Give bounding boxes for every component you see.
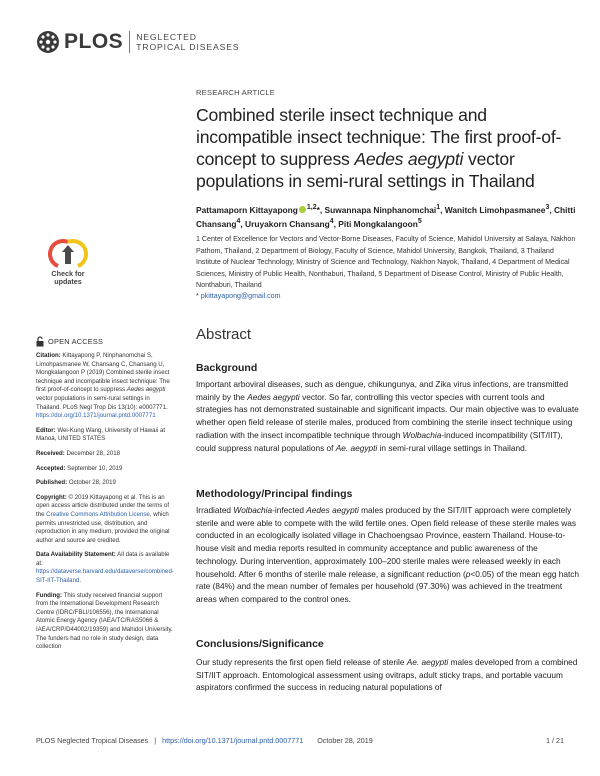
background-text2: vector. So far, controlling this vector species with current tools and strategies has not demonstrated sustainable and significant impacts. Our main objective was to evaluate whether open field release of sterile males, produced from combining the sterile insect technique using radiation with the insect incompatible technique through — [196, 391, 579, 440]
methods-italic2: Aedes aegypti — [306, 505, 359, 515]
citation-text: Kittayapong P, Ninphanomchai S, Limohpasmanee W, Chansang C, Chansang U, Mongkalangoon P (2019) Combined sterile insect technique and incompatible insect technique: The first proof-of-concept to suppress — [36, 352, 170, 394]
data-availability-label: Data Availability Statement: — [36, 551, 116, 559]
citation-text2: vector populations in semi-rural settings in Thailand. PLoS Negl Trop Dis 13(10): e0007771. — [36, 394, 168, 411]
affil-ref: 3 — [545, 204, 550, 211]
title-part1: Combined sterile insect technique and incompatible insect technique: The first proof-of-concept to suppress — [196, 105, 562, 169]
abstract-heading: Abstract — [196, 326, 252, 343]
footer-separator: | — [154, 736, 157, 745]
citation-block — [36, 352, 176, 421]
check-for-updates-badge[interactable] — [40, 236, 96, 292]
methods-text3: males produced by the SIT/IIT approach were completely sterile and were able to compete with the wild fertile ones. Open field release of these sterile males was conducted in an ecologically isolated village in Chachoengsao Province, eastern Thailand. House-to-house visit and media reports resulted in community acceptance and public awareness of the technology. During intervention, approximately 100–200 sterile males were released weekly in each household. After 6 months of sterile male release, a significant reduction ( — [196, 505, 577, 579]
footer-date: October 28, 2019 — [317, 736, 373, 745]
copyright-text: © 2019 Kittayapong et al. This is an open access article distributed under the terms of the — [36, 493, 170, 518]
author-list — [196, 202, 576, 231]
received-block — [36, 450, 176, 459]
page-footer — [36, 736, 564, 745]
journal-name — [136, 32, 239, 52]
conclusions-italic1: Ae. aegypti — [406, 657, 449, 667]
data-availability-text: All data is available at: — [36, 551, 170, 567]
methods-text2: -infected — [272, 505, 307, 515]
check-updates-line2: updates — [54, 277, 82, 286]
open-access-badge — [36, 336, 103, 347]
license-link[interactable]: Creative Commons Attribution License — [46, 510, 150, 518]
published-label: Published: — [36, 479, 68, 487]
background-italic2: Wolbachia — [402, 429, 442, 440]
background-text1: Important arboviral diseases, such as dengue, chikungunya, and Zika virus infections, are transmitted mainly by the — [196, 379, 569, 402]
email-marker: * — [196, 292, 199, 300]
author-limohpasmanee[interactable]: , Wanitch Limohpasmanee — [440, 204, 546, 215]
background-italic1: Aedes aegypti — [247, 391, 300, 402]
email-link[interactable]: pkittayapong@gmail.com — [200, 292, 281, 300]
author-kittayapong[interactable]: Pattamaporn Kittayapong — [196, 204, 298, 215]
orcid-icon[interactable] — [299, 206, 306, 213]
funding-text: This study received financial support from the International Development Research Centre (IDRC/FBLI/106556), the International Atomic Energy Agency (IAEA/TC/RAS5066 & IAEA/CRP/D44002/19359) and Mahidol University. The funders had no role in study design, data collection — [36, 591, 173, 651]
logo-divider — [129, 31, 130, 53]
data-availability-text2: . — [79, 577, 82, 585]
author-mongkalangoon[interactable]: , Piti Mongkalangoon — [333, 219, 418, 230]
footer-doi-link[interactable]: https://doi.org/10.1371/journal.pntd.0007771 — [162, 736, 304, 745]
published-date: October 28, 2019 — [67, 479, 116, 487]
editor-label: Editor: — [36, 426, 56, 434]
affil-ref: 4 — [329, 218, 334, 226]
copyright-label: Copyright: — [36, 493, 67, 501]
journal-name-line2: TROPICAL DISEASES — [136, 42, 240, 52]
affil-ref: 5 — [417, 218, 422, 226]
citation-doi-link[interactable]: https://doi.org/10.1371/journal.pntd.0007771 — [36, 412, 156, 420]
dataverse-link[interactable]: https://dataverse.harvard.edu/dataverse/combined-SIT-IIT-Thailand — [36, 568, 174, 585]
accepted-label: Accepted: — [36, 464, 66, 472]
article-metadata-sidebar — [36, 352, 176, 658]
background-text3: -induced incompatibility (SIT/IIT), could suppress natural populations of — [196, 429, 563, 453]
check-updates-text — [40, 270, 96, 286]
conclusions-heading: Conclusions/Significance — [196, 638, 324, 650]
affiliations: 1 Center of Excellence for Vectors and Vector-Borne Diseases, Faculty of Science, Mahidol University at Salaya, Nakhon Pathom, Thailand, 2 Department of Biology, Faculty of Science, Mahidol University, Bangkok, Thailand, 3 Thailand Institute of Nuclear Technology, Ministry of Science and Technology, Nakhon Nayok, Thailand, 4 Department of Medical Sciences, Ministry of Public Health, Nonthaburi, Thailand, 5 Department of Disease Control, Ministry of Public Health, Nonthaburi, Thailand — [196, 235, 576, 290]
open-access-label: OPEN ACCESS — [48, 337, 104, 346]
affil-ref: 1 — [436, 204, 441, 211]
footer-journal-name: PLOS Neglected Tropical Diseases — [36, 736, 149, 745]
accepted-block — [36, 465, 176, 474]
accepted-date: September 10, 2019 — [65, 464, 123, 472]
methods-text4: <0.05) of the mean egg hatch rate (84%) and the mean number of females per household (97.30%) was achieved in the treatment areas when compared to the control ones. — [196, 568, 580, 604]
copyright-text2: , which permits unrestricted use, distribution, and reproduction in any medium, provided the original author and source are credited. — [36, 510, 170, 544]
author-chitti-chansang[interactable]: , Chitti Chansang — [196, 204, 576, 230]
methods-text1: Irradiated — [196, 505, 234, 515]
affil-ref: 4 — [236, 218, 241, 226]
check-updates-icon — [40, 236, 96, 270]
published-block — [36, 479, 176, 488]
journal-name-line1: NEGLECTED — [136, 32, 197, 42]
open-lock-icon — [36, 336, 44, 347]
plos-logo-word: PLOS — [64, 30, 124, 53]
article-title — [196, 104, 576, 192]
check-updates-line1: Check for — [51, 269, 85, 278]
background-italic3: Ae. aegypti — [335, 442, 378, 453]
copyright-block — [36, 494, 176, 546]
citation-italic: Aedes aegypti — [126, 386, 166, 394]
title-part2: vector populations in semi-rural settings in Thailand — [196, 149, 535, 191]
background-heading: Background — [196, 362, 258, 374]
methods-heading: Methodology/Principal findings — [196, 488, 353, 500]
received-date: December 28, 2018 — [64, 449, 121, 457]
journal-header — [36, 22, 240, 62]
corresponding-email — [196, 292, 281, 300]
plos-logo-icon — [36, 30, 60, 54]
data-availability-block — [36, 551, 176, 585]
methods-italic1: Wolbachia — [233, 505, 273, 515]
background-paragraph — [196, 378, 580, 454]
funding-label: Funding: — [36, 591, 63, 599]
background-text4: in semi-rural village settings in Thailand. — [377, 442, 528, 453]
conclusions-text2: males developed from a combined SIT/IIT approach. Entomological assessment using ovitraps, adult sticky traps, and portable vacuum aspirators confirmed the success in reducing natural populations of — [196, 657, 578, 693]
title-italic: Aedes aegypti — [354, 149, 464, 169]
affil-ref: 1,2 — [306, 204, 317, 211]
editor-block — [36, 427, 176, 444]
received-label: Received: — [36, 449, 65, 457]
methods-italic3: p — [465, 568, 471, 579]
article-type: RESEARCH ARTICLE — [196, 88, 276, 97]
funding-block — [36, 592, 176, 652]
conclusions-text1: Our study represents the first open field release of sterile — [196, 657, 407, 667]
footer-page-number: 1 / 21 — [546, 736, 564, 745]
author-ninphanomchai[interactable]: *, Suwannapa Ninphanomchai — [316, 204, 437, 215]
methods-paragraph — [196, 504, 580, 606]
conclusions-paragraph — [196, 656, 580, 694]
citation-label: Citation: — [36, 352, 61, 359]
editor-text: Wei-Kung Wang, University of Hawaii at Manoa, UNITED STATES — [36, 426, 166, 443]
author-uruyakorn-chansang[interactable]: , Uruyakorn Chansang — [240, 219, 330, 230]
